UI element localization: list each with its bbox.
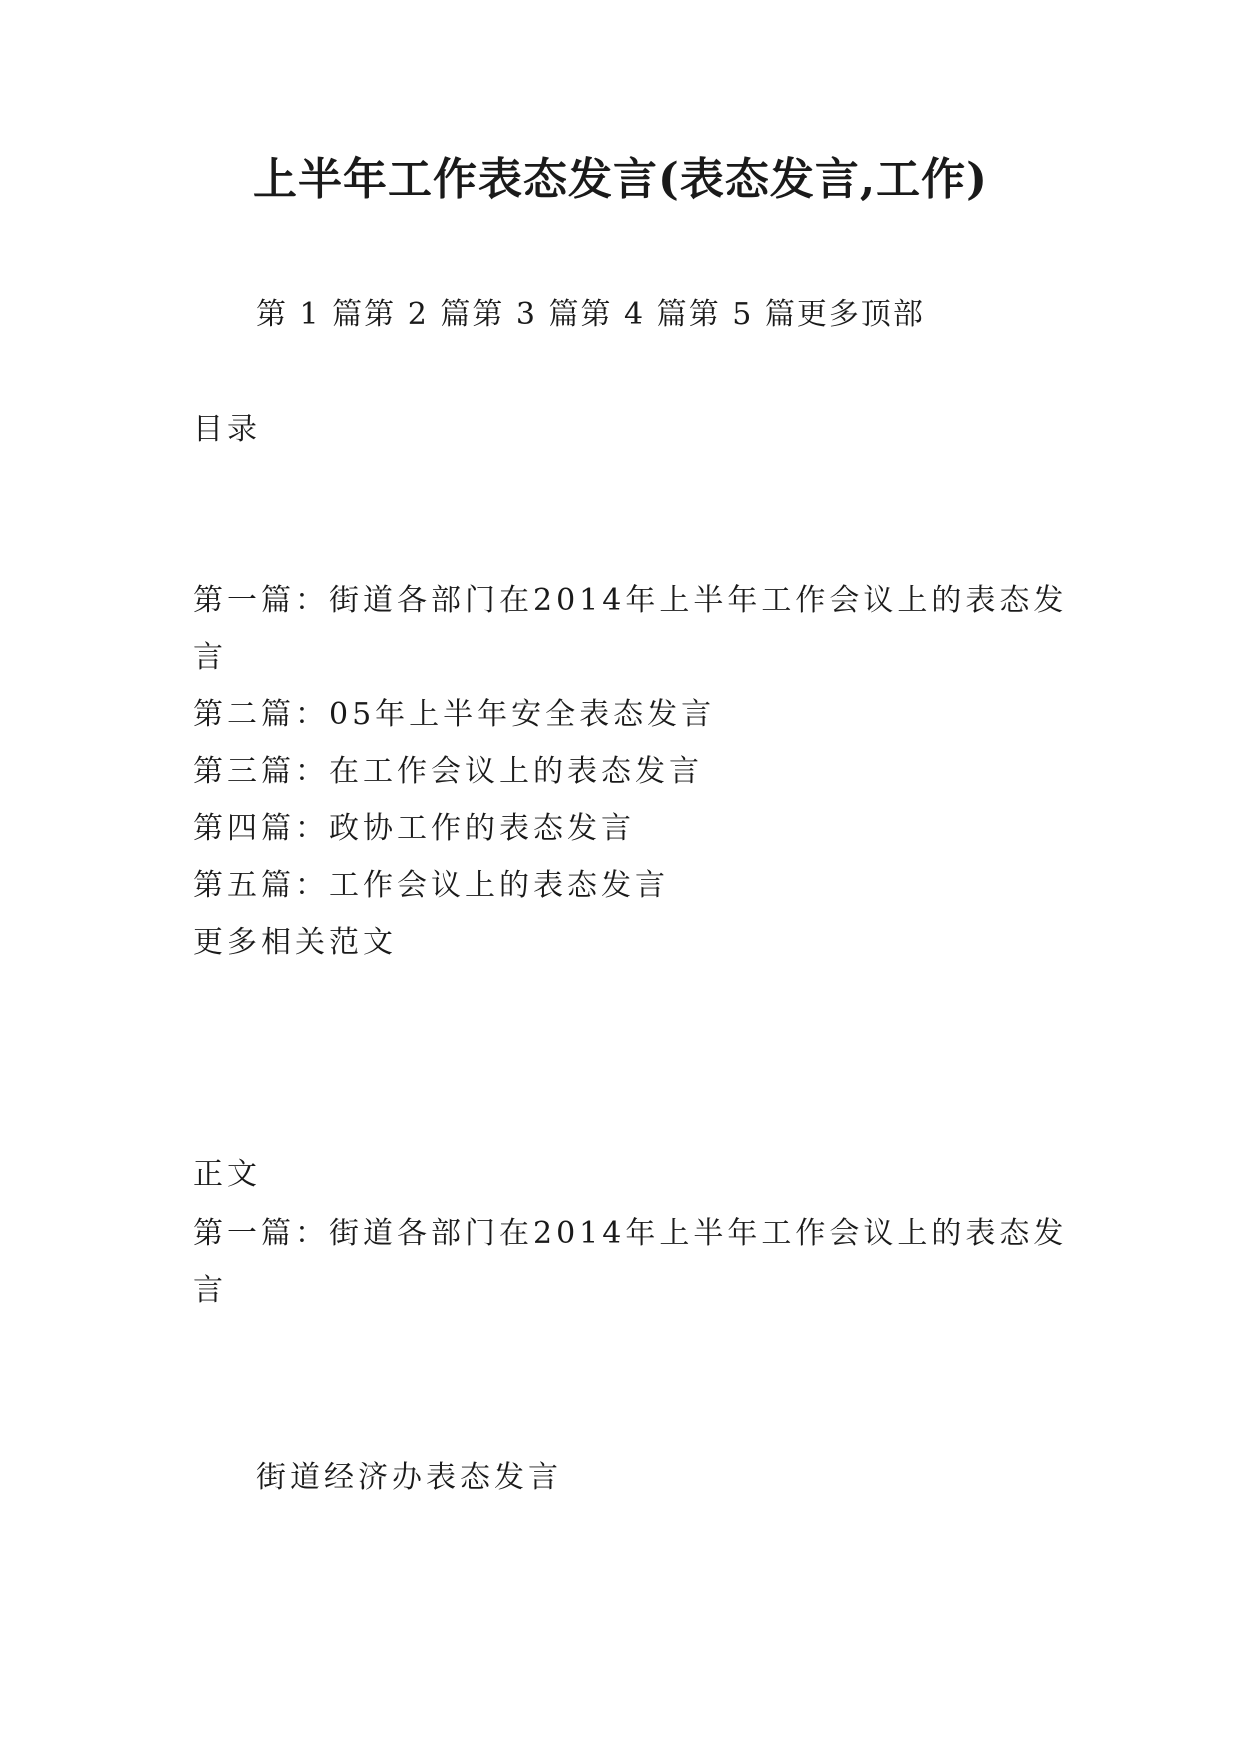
- paragraph-1: 街道经济办表态发言: [256, 1460, 562, 1495]
- nav-more[interactable]: 更多: [796, 297, 861, 332]
- section-title: 第一篇：街道各部门在2014年上半年工作会议上的表态发言: [193, 1216, 1068, 1308]
- toc-item-2[interactable]: 第二篇：05年上半年安全表态发言: [193, 697, 716, 732]
- document-title: 上半年工作表态发言(表态发言,工作): [253, 154, 988, 205]
- toc-item-1[interactable]: [193, 572, 1073, 686]
- nav-article-3[interactable]: 第 3 篇: [472, 297, 581, 332]
- article-nav: [256, 295, 925, 335]
- body-heading: 正文: [193, 1157, 261, 1192]
- toc-item-1-label: 第一篇：街道各部门在2014年上半年工作会议上的表态发言: [193, 583, 1068, 675]
- nav-article-4[interactable]: 第 4 篇: [580, 297, 689, 332]
- nav-article-2[interactable]: 第 2 篇: [364, 297, 473, 332]
- toc-heading: 目录: [193, 412, 261, 447]
- nav-article-5[interactable]: 第 5 篇: [688, 297, 797, 332]
- nav-top[interactable]: 顶部: [860, 297, 925, 332]
- toc-item-3[interactable]: 第三篇：在工作会议上的表态发言: [193, 754, 703, 789]
- toc-item-5[interactable]: 第五篇：工作会议上的表态发言: [193, 868, 669, 903]
- nav-article-1[interactable]: 第 1 篇: [256, 297, 365, 332]
- toc-item-more[interactable]: 更多相关范文: [193, 925, 397, 960]
- toc-item-4[interactable]: 第四篇：政协工作的表态发言: [193, 811, 635, 846]
